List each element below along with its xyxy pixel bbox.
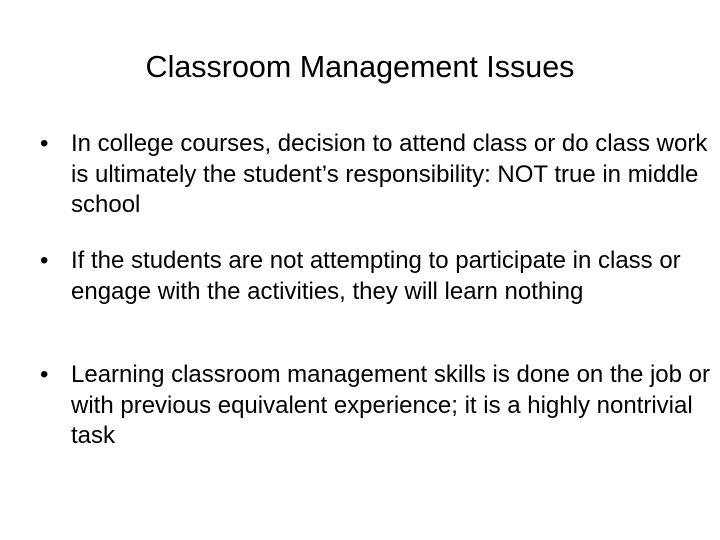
bullet-dot-icon: • (40, 361, 49, 388)
bullet-dot-icon: • (40, 247, 49, 274)
bullet-text: Learning classroom management skills is done on the job or with previous equivalent experience; it is a highly nontrivial task (71, 361, 711, 449)
bullet-dot-icon: • (40, 130, 49, 157)
slide-title: Classroom Management Issues (145, 50, 575, 84)
bullet-text: In college courses, decision to attend class or do class work is ultimately the student’s responsibility: NOT true in middle school (71, 130, 708, 218)
bullet-text: If the students are not attempting to participate in class or engage with the activities, they will learn nothing (71, 247, 681, 305)
